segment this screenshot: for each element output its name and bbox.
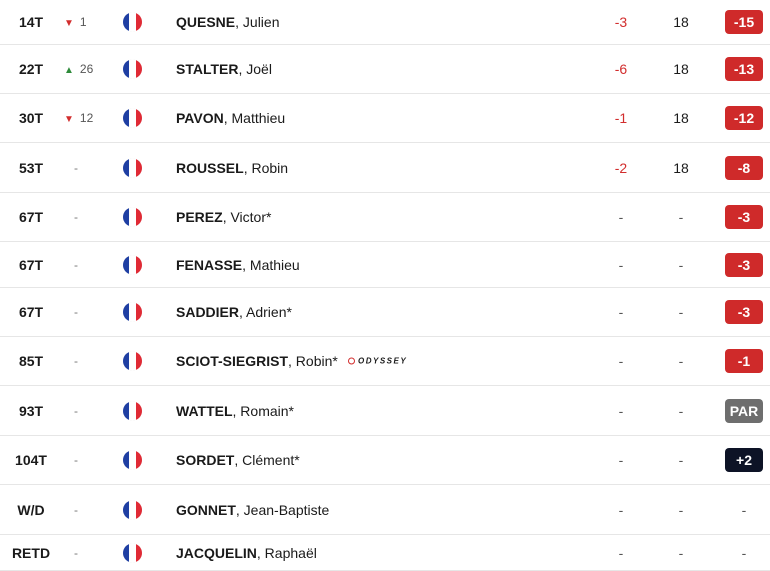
player-last-name: SADDIER	[176, 304, 240, 320]
player-first-name: , Joël	[238, 61, 272, 77]
position-cell: 93T	[18, 402, 44, 419]
player-name-link[interactable]	[176, 257, 300, 273]
today-score: -	[618, 304, 624, 320]
triangle-up-icon: ▲	[64, 65, 74, 76]
player-first-name: , Adrien*	[239, 304, 292, 320]
position-change	[64, 404, 104, 418]
thru-holes: 18	[673, 61, 689, 77]
thru-holes: -	[678, 256, 684, 273]
player-name-link[interactable]	[176, 110, 285, 126]
player-last-name: QUESNE	[176, 14, 236, 30]
player-name-link[interactable]	[176, 209, 271, 225]
table-row[interactable]	[0, 485, 770, 535]
thru-holes: -	[678, 209, 684, 225]
france-flag-icon	[123, 208, 142, 227]
player-first-name: , Robin*	[288, 353, 338, 369]
position-change	[64, 546, 104, 560]
total-score-badge: -15	[725, 10, 763, 34]
table-row[interactable]	[0, 386, 770, 436]
today-score: -6	[614, 61, 628, 77]
thru-holes: 18	[673, 14, 689, 30]
thru-holes: -	[678, 452, 684, 468]
thru-holes: 18	[673, 159, 689, 176]
france-flag-icon	[123, 60, 142, 79]
player-first-name: , Clément*	[234, 452, 300, 468]
today-score: -	[618, 452, 624, 468]
table-row[interactable]	[0, 436, 770, 485]
sponsor-name: ODYSSEY	[358, 356, 408, 366]
france-flag-icon	[123, 500, 142, 519]
player-name-link[interactable]	[176, 304, 292, 320]
player-first-name: , Mathieu	[242, 256, 300, 273]
today-score: -2	[614, 159, 628, 176]
player-first-name: , Robin	[243, 159, 289, 176]
table-row[interactable]	[0, 535, 770, 571]
table-row[interactable]	[0, 0, 770, 45]
player-name-link[interactable]	[176, 403, 294, 419]
france-flag-icon	[123, 13, 142, 32]
thru-holes: -	[678, 402, 684, 419]
odyssey-logo-icon	[348, 358, 355, 365]
france-flag-icon	[123, 255, 142, 274]
position-change-value: 26	[79, 62, 94, 76]
position-change-value: 1	[79, 15, 87, 29]
position-change	[64, 111, 104, 125]
player-last-name: WATTEL	[176, 402, 233, 419]
total-score-badge: -12	[725, 106, 763, 130]
today-score: -1	[614, 110, 628, 126]
table-row[interactable]	[0, 45, 770, 94]
france-flag-icon	[123, 401, 142, 420]
france-flag-icon	[123, 543, 142, 562]
france-flag-icon	[123, 451, 142, 470]
player-last-name: JACQUELIN	[176, 544, 257, 561]
position-change	[64, 354, 104, 368]
thru-holes: -	[678, 544, 684, 561]
france-flag-icon	[123, 352, 142, 371]
player-first-name: , Romain*	[232, 402, 294, 419]
player-name-link[interactable]	[176, 160, 288, 176]
today-score: -3	[614, 14, 628, 30]
player-first-name: , Matthieu	[223, 110, 286, 126]
thru-holes: -	[678, 353, 684, 369]
player-first-name: , Jean-Baptiste	[235, 501, 330, 518]
position-change-value: -	[74, 502, 78, 517]
position-cell: 22T	[18, 61, 44, 77]
player-last-name: GONNET	[176, 501, 236, 518]
total-score-badge: -8	[725, 156, 763, 180]
table-row[interactable]	[0, 242, 770, 288]
player-name-link[interactable]	[176, 545, 317, 561]
position-change	[64, 15, 104, 29]
player-name-link[interactable]	[176, 353, 338, 369]
today-score: -	[618, 544, 624, 561]
total-score-badge: -1	[725, 349, 763, 373]
total-score-badge: -	[741, 544, 747, 561]
total-score-badge: -	[741, 501, 747, 518]
position-cell: 30T	[18, 110, 44, 126]
position-change	[64, 305, 104, 319]
position-change	[64, 503, 104, 517]
total-score-badge: -3	[725, 300, 763, 324]
position-cell: 14T	[18, 14, 44, 30]
position-cell: 67T	[18, 256, 44, 273]
position-cell: 104T	[15, 452, 47, 468]
position-cell: 67T	[18, 209, 44, 225]
today-score: -	[618, 353, 624, 369]
player-first-name: , Julien	[235, 14, 280, 30]
table-row[interactable]	[0, 193, 770, 242]
position-change	[64, 210, 104, 224]
position-change-value: -	[74, 545, 78, 560]
sponsor-logo	[348, 357, 407, 366]
player-first-name: , Victor*	[222, 209, 272, 225]
position-change	[64, 161, 104, 175]
position-cell: RETD	[11, 544, 51, 561]
thru-holes: -	[678, 304, 684, 320]
player-first-name: , Raphaël	[256, 544, 317, 561]
player-name-link[interactable]	[176, 14, 279, 30]
total-score-badge: PAR	[725, 399, 763, 423]
player-last-name: STALTER	[176, 61, 239, 77]
table-row[interactable]	[0, 337, 770, 386]
triangle-down-icon: ▼	[64, 18, 74, 29]
triangle-down-icon: ▼	[64, 114, 74, 125]
player-last-name: PAVON	[176, 110, 224, 126]
player-last-name: FENASSE	[176, 256, 243, 273]
position-change-value: -	[74, 403, 78, 418]
position-cell: 53T	[18, 159, 44, 176]
today-score: -	[618, 209, 624, 225]
position-change-value: -	[74, 305, 78, 319]
position-change-value: -	[74, 210, 78, 224]
thru-holes: -	[678, 501, 684, 518]
player-name-link[interactable]	[176, 61, 272, 77]
player-last-name: SCIOT-SIEGRIST	[176, 353, 289, 369]
player-last-name: PEREZ	[176, 209, 223, 225]
player-last-name: ROUSSEL	[176, 159, 244, 176]
position-cell: 67T	[18, 304, 44, 320]
player-last-name: SORDET	[176, 452, 235, 468]
position-change-value: -	[74, 160, 78, 175]
position-change	[64, 453, 104, 467]
table-row[interactable]	[0, 143, 770, 193]
total-score-badge: +2	[725, 448, 763, 472]
position-cell: W/D	[17, 501, 45, 518]
thru-holes: 18	[673, 110, 689, 126]
france-flag-icon	[123, 303, 142, 322]
position-cell: 85T	[18, 353, 44, 369]
today-score: -	[618, 256, 624, 273]
today-score: -	[618, 501, 624, 518]
player-name-link[interactable]	[176, 502, 329, 518]
table-row[interactable]	[0, 288, 770, 337]
position-change-value: -	[74, 354, 78, 368]
position-change-value: -	[74, 453, 78, 467]
total-score-badge: -3	[725, 253, 763, 277]
position-change-value: -	[74, 257, 78, 272]
table-row[interactable]	[0, 94, 770, 143]
position-change	[64, 258, 104, 272]
player-name-link[interactable]	[176, 452, 300, 468]
position-change-value: 12	[79, 111, 94, 125]
today-score: -	[618, 402, 624, 419]
france-flag-icon	[123, 109, 142, 128]
france-flag-icon	[123, 158, 142, 177]
position-change	[64, 62, 104, 76]
total-score-badge: -13	[725, 57, 763, 81]
total-score-badge: -3	[725, 205, 763, 229]
